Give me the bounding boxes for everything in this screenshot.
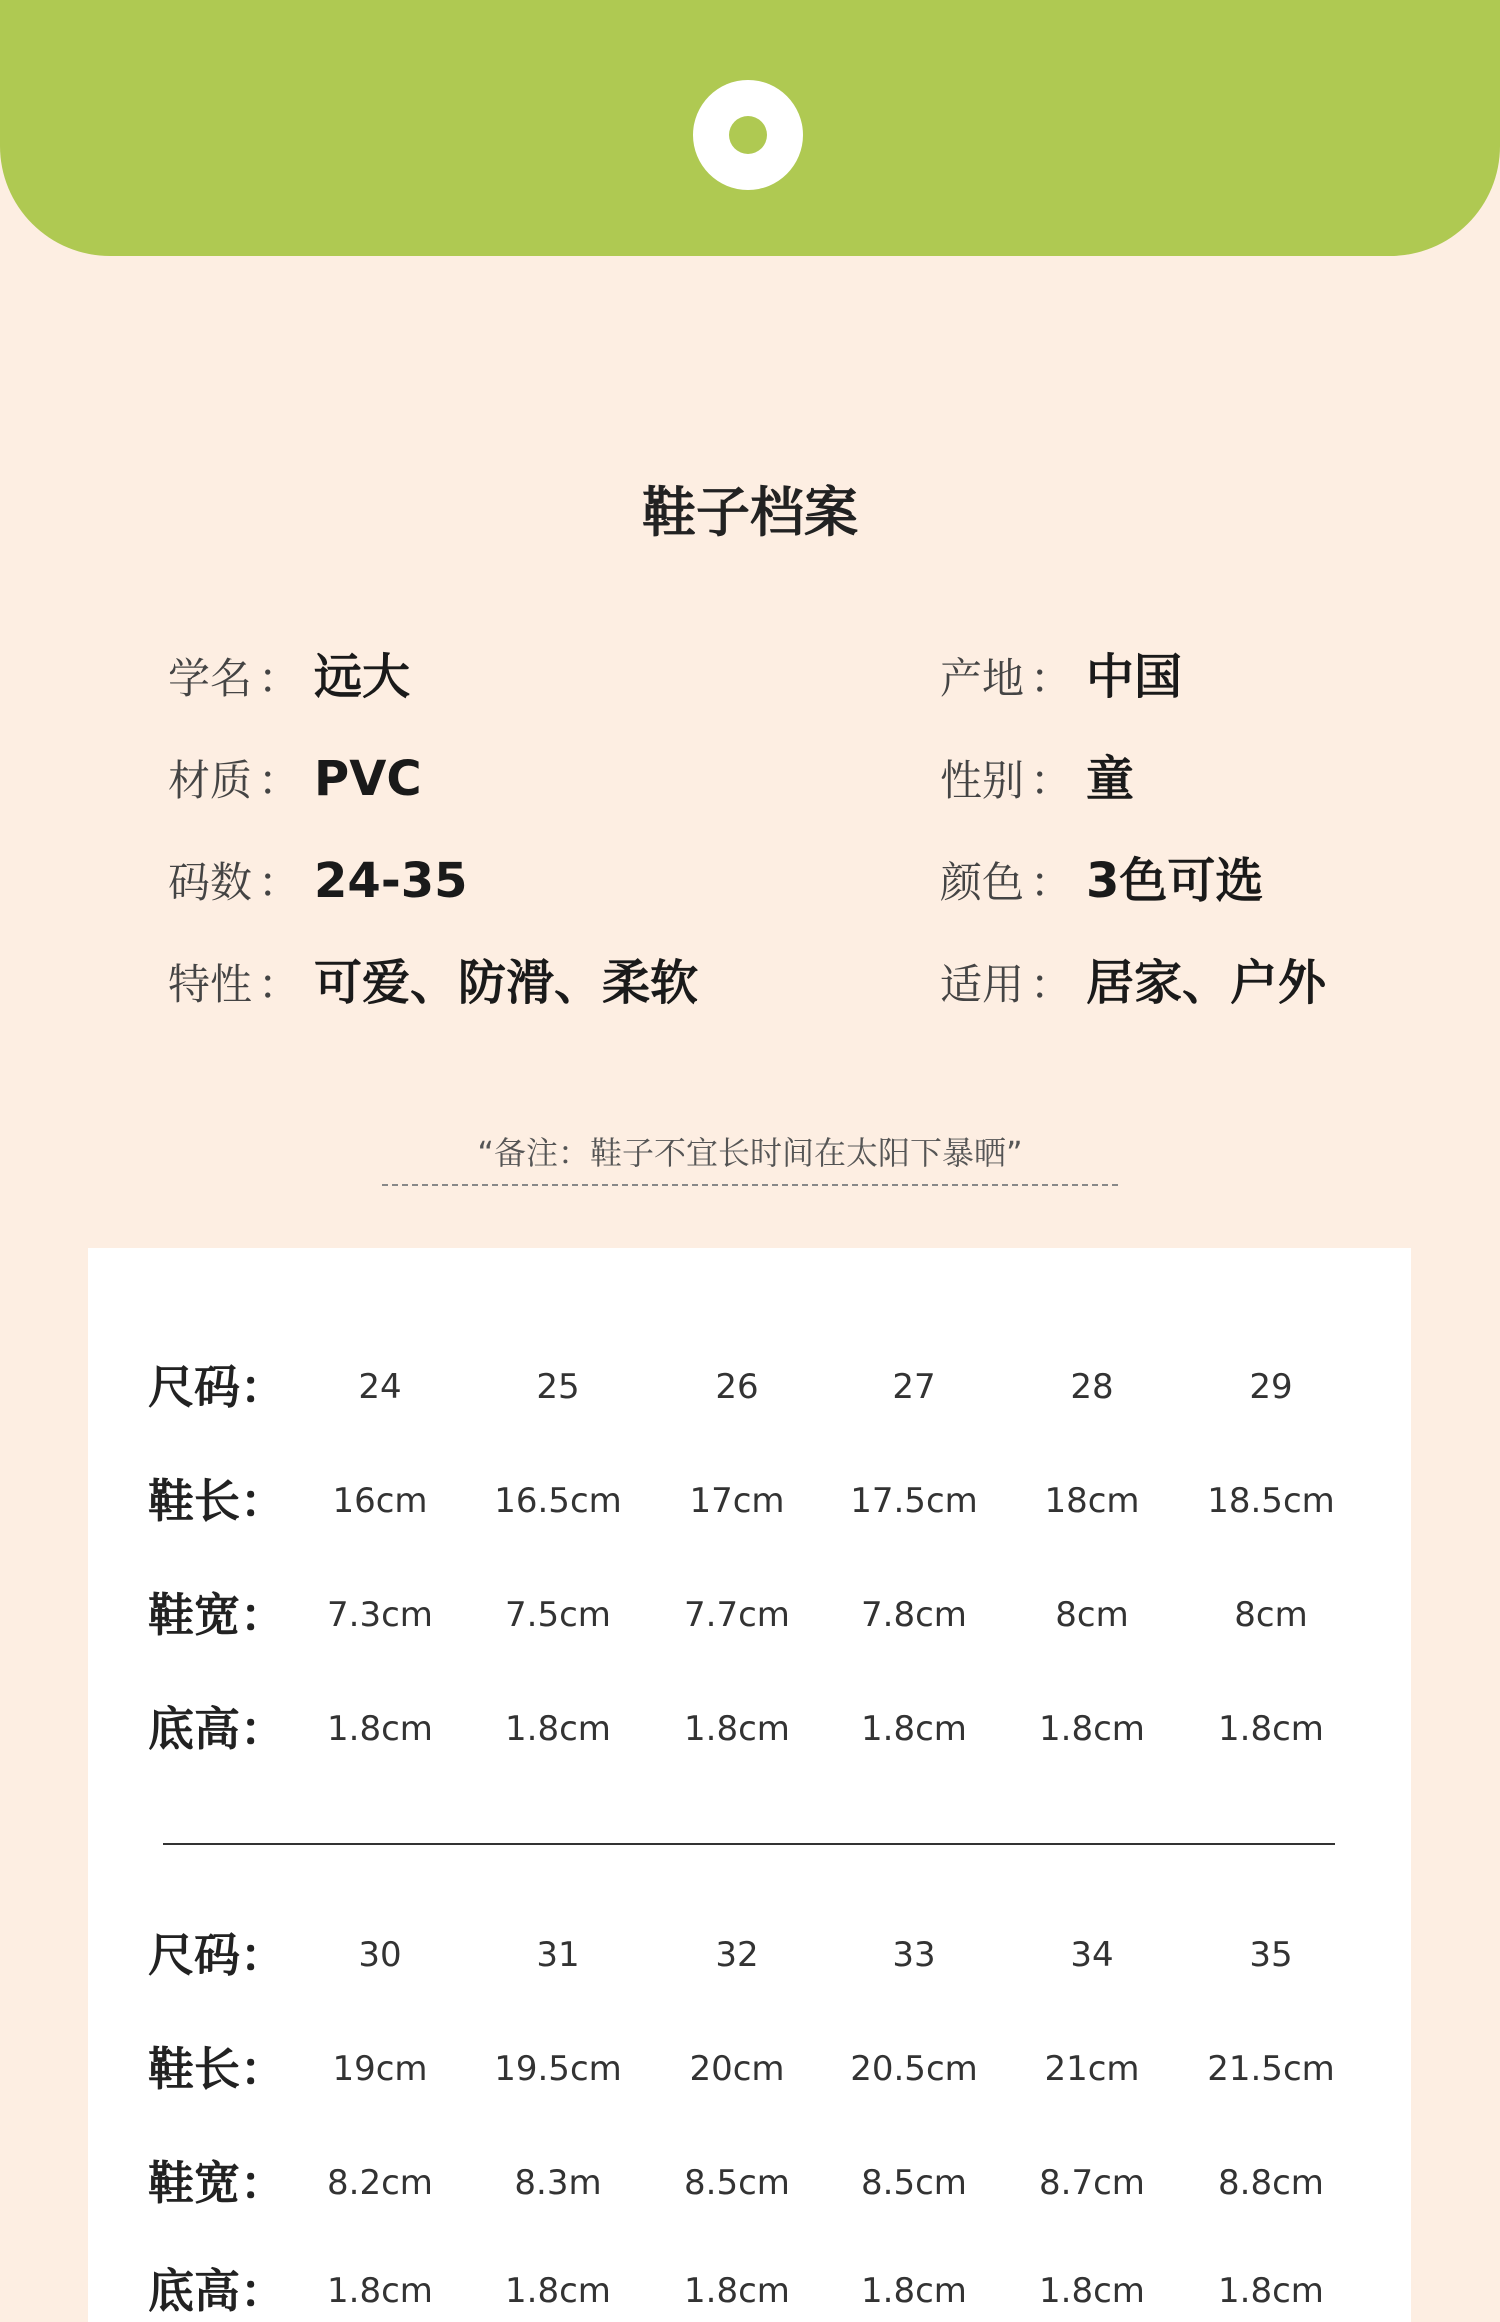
spec-separator: ： — [1030, 756, 1073, 805]
spec-key: 特性 — [168, 960, 253, 1009]
table-row — [88, 2261, 1411, 2321]
table-cell: 29 — [1249, 1367, 1293, 1407]
table-row — [88, 1471, 1411, 1531]
row-label: 鞋宽： — [148, 2156, 286, 2210]
table-cell: 21.5cm — [1207, 2049, 1335, 2089]
table-divider — [163, 1843, 1335, 1845]
table-cell: 1.8cm — [684, 2271, 790, 2311]
table-row — [88, 1585, 1411, 1645]
table-cell: 35 — [1249, 1935, 1293, 1975]
table-cell: 8.5cm — [861, 2163, 967, 2203]
spec-separator: ： — [258, 654, 301, 703]
spec-size-range — [168, 846, 468, 916]
table-row — [88, 2153, 1411, 2213]
table-row — [88, 1699, 1411, 1759]
table-cell: 19.5cm — [494, 2049, 622, 2089]
spec-separator: ： — [1030, 960, 1073, 1009]
ring-hole-center — [729, 116, 767, 154]
spec-value: 中国 — [1086, 649, 1183, 705]
spec-separator: ： — [1030, 654, 1073, 703]
row-label: 底高： — [148, 1702, 286, 1756]
spec-value: 24-35 — [314, 853, 468, 909]
spec-separator: ： — [258, 858, 301, 907]
table-cell: 33 — [892, 1935, 936, 1975]
spec-color — [940, 846, 1263, 916]
header-banner — [0, 0, 1500, 256]
table-cell: 21cm — [1044, 2049, 1140, 2089]
note-dashed-divider — [382, 1184, 1118, 1186]
spec-value: 3色可选 — [1086, 853, 1264, 909]
row-label: 鞋长： — [148, 2042, 286, 2096]
table-cell: 1.8cm — [684, 1709, 790, 1749]
spec-separator: ： — [258, 756, 301, 805]
table-cell: 30 — [358, 1935, 402, 1975]
table-cell: 25 — [536, 1367, 580, 1407]
spec-origin — [940, 642, 1182, 712]
spec-value: 童 — [1086, 751, 1135, 807]
table-cell: 27 — [892, 1367, 936, 1407]
table-cell: 20cm — [689, 2049, 785, 2089]
spec-usage — [940, 948, 1326, 1018]
table-cell: 1.8cm — [1218, 1709, 1324, 1749]
table-cell: 1.8cm — [861, 1709, 967, 1749]
spec-features — [168, 948, 698, 1018]
spec-key: 材质 — [168, 756, 253, 805]
spec-value: PVC — [314, 751, 422, 807]
row-label: 底高： — [148, 2264, 286, 2318]
spec-key: 适用 — [940, 960, 1025, 1009]
table-cell: 16cm — [332, 1481, 428, 1521]
table-cell: 28 — [1070, 1367, 1114, 1407]
table-cell: 26 — [715, 1367, 759, 1407]
spec-key: 码数 — [168, 858, 253, 907]
table-row — [88, 1925, 1411, 1985]
table-cell: 16.5cm — [494, 1481, 622, 1521]
table-cell: 32 — [715, 1935, 759, 1975]
table-cell: 8.8cm — [1218, 2163, 1324, 2203]
row-label: 尺码： — [148, 1360, 286, 1414]
table-cell: 34 — [1070, 1935, 1114, 1975]
table-cell: 1.8cm — [1039, 2271, 1145, 2311]
table-cell: 8.3m — [514, 2163, 602, 2203]
table-cell: 17.5cm — [850, 1481, 978, 1521]
table-cell: 1.8cm — [1218, 2271, 1324, 2311]
table-cell: 7.5cm — [505, 1595, 611, 1635]
table-cell: 8.7cm — [1039, 2163, 1145, 2203]
size-table-card — [88, 1248, 1411, 2322]
table-cell: 20.5cm — [850, 2049, 978, 2089]
spec-separator: ： — [258, 960, 301, 1009]
spec-separator: ： — [1030, 858, 1073, 907]
table-cell: 1.8cm — [505, 2271, 611, 2311]
table-cell: 8cm — [1055, 1595, 1129, 1635]
table-cell: 8cm — [1234, 1595, 1308, 1635]
table-cell: 24 — [358, 1367, 402, 1407]
table-cell: 8.2cm — [327, 2163, 433, 2203]
table-cell: 7.3cm — [327, 1595, 433, 1635]
row-label: 鞋长： — [148, 1474, 286, 1528]
table-cell: 18cm — [1044, 1481, 1140, 1521]
spec-key: 产地 — [940, 654, 1025, 703]
spec-value: 可爱、防滑、柔软 — [314, 955, 699, 1011]
table-cell: 1.8cm — [327, 2271, 433, 2311]
table-cell: 8.5cm — [684, 2163, 790, 2203]
table-cell: 31 — [536, 1935, 580, 1975]
spec-key: 颜色 — [940, 858, 1025, 907]
spec-gender — [940, 744, 1134, 814]
table-cell: 7.8cm — [861, 1595, 967, 1635]
table-cell: 1.8cm — [327, 1709, 433, 1749]
table-cell: 1.8cm — [861, 2271, 967, 2311]
spec-value: 居家、户外 — [1086, 955, 1327, 1011]
table-cell: 18.5cm — [1207, 1481, 1335, 1521]
table-row — [88, 2039, 1411, 2099]
table-cell: 7.7cm — [684, 1595, 790, 1635]
spec-value: 远大 — [314, 649, 411, 705]
table-row — [88, 1357, 1411, 1417]
table-cell: 19cm — [332, 2049, 428, 2089]
row-label: 鞋宽： — [148, 1588, 286, 1642]
table-cell: 17cm — [689, 1481, 785, 1521]
care-note: “备注：鞋子不宜长时间在太阳下暴晒” — [477, 1134, 1023, 1172]
page-title: 鞋子档案 — [642, 481, 858, 544]
spec-name — [168, 642, 410, 712]
table-cell: 1.8cm — [1039, 1709, 1145, 1749]
spec-key: 性别 — [940, 756, 1025, 805]
spec-material — [168, 744, 422, 814]
spec-key: 学名 — [168, 654, 253, 703]
ring-hole-icon — [693, 80, 803, 190]
table-cell: 1.8cm — [505, 1709, 611, 1749]
row-label: 尺码： — [148, 1928, 286, 1982]
